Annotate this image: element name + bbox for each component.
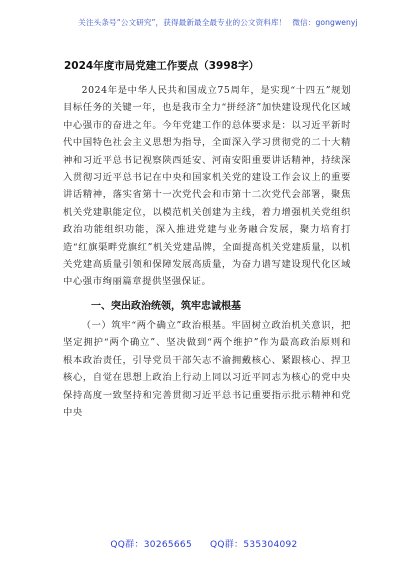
footer-qq-groups [0, 537, 408, 550]
banner-promo-text: 关注头条号“公文研究”，获得最新最全最专业的公文资料库！ [78, 18, 287, 27]
qq-group-2: QQ群：535304092 [209, 540, 298, 550]
header-banner [58, 17, 378, 28]
document-body [63, 82, 351, 421]
section-heading: 一、突出政治统领，筑牢忠诚根基 [91, 300, 241, 312]
section-paragraph: （一）筑牢“两个确立”政治根基。牢固树立政治机关意识，把坚定拥护“两个确立”、坚决做到“两个维护”作为最高政治原则和根本政治责任，引导党员干部矢志不渝拥戴核心、紧跟核心、捍卫核心，自觉在思想上政治上行动上同以习近平同志为核心的党中央保持高度一致坚持和完善贯彻习近平总书记重要指示批示精神和党中央 [63, 319, 351, 418]
intro-paragraph: 2024年是中华人民共和国成立75周年，是实现“十四五”规划目标任务的关键一年，也是我市全力“拼经济”加快建设现代化区域中心强市的奋进之年。今年党建工作的总体要求是：以习近平新时代中国特色社会主义思想为指导，全面深入学习贯彻党的二十大精神和习近平总书记视察陕西延安、河南安阳重要讲话精神，持续深入贯彻习近平总书记在中央和国家机关党的建设工作会议上的重要讲话精神，落实省第十一次党代会和市第十二次党代会部署，聚焦机关党建职能定位，以模范机关创建为主线，着力增强机关党组织政治功能组织功能，深入推进党建与业务融合发展，聚力培育打造“红旗渠畔党旗红”机关党建品牌，全面提高机关党建质量，以机关党建高质量引领和保障发展高质量，为奋力谱写建设现代化区域中心强市绚丽篇章提供坚强保证。 [63, 85, 351, 288]
qq-group-1: QQ群：30265665 [110, 540, 192, 550]
banner-wechat-text: 微信：gongwenyj [292, 18, 358, 27]
document-title: 2024年度市局党建工作要点（3998字） [64, 60, 259, 72]
